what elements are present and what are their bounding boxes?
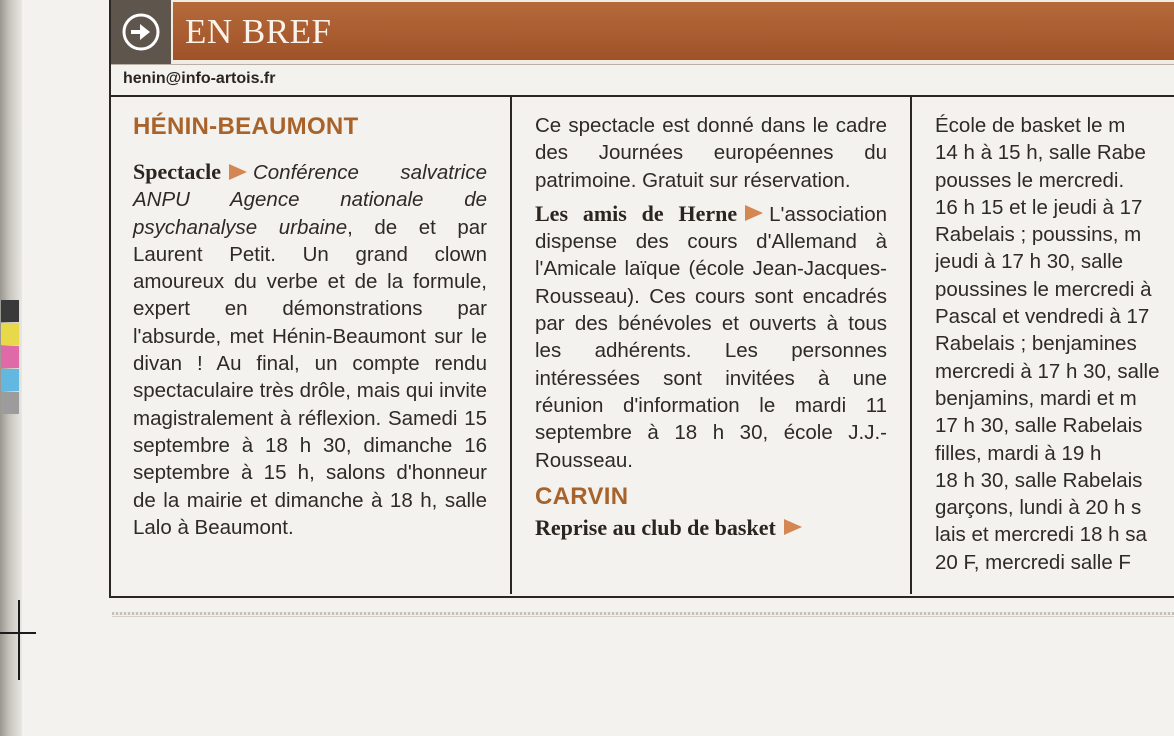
- text-line: 17 h 30, salle Rabelais: [935, 414, 1143, 438]
- text-line: École de basket le m: [935, 114, 1126, 137]
- intro-paragraph: Ce spectacle est donné dans le cadre des Journées européennes du patrimoine. Gratuit sur réservation.: [535, 114, 887, 192]
- text-line: Pascal et vendredi à 17: [935, 305, 1150, 329]
- column-divider: [510, 96, 512, 594]
- text-line: lais et mercredi 18 h sa: [935, 523, 1147, 547]
- news-brief-box: [109, 0, 1174, 598]
- text-line: 14 h à 15 h, salle Rabe: [935, 141, 1146, 165]
- triangle-bullet-icon: [745, 205, 763, 221]
- text-line: garçons, lundi à 20 h s: [935, 496, 1142, 520]
- column-2: [535, 112, 887, 542]
- text-line: filles, mardi à 19 h: [935, 441, 1102, 465]
- dotted-rule: [112, 612, 1174, 615]
- text-line: 18 h 30, salle Rabelais: [935, 468, 1143, 492]
- column-3: [935, 112, 1174, 576]
- text-line: Rabelais ; benjamines: [935, 332, 1137, 356]
- text-line: jeudi à 17 h 30, salle: [935, 250, 1124, 274]
- title-band: [173, 2, 1174, 60]
- arrow-box: [111, 0, 171, 64]
- article-body: L'association dispense des cours d'Allemand à l'Amicale laïque (école Jean-Jacques-Rousseau). Ces cours sont encadrés par des bénévoles et ouverts à tous les adhérents. Les personnes intéressées sont invitées à une réunion d'information le mardi 11 septembre à 18 h 30, école J.J.-Rousseau.: [535, 202, 887, 472]
- rule: [112, 616, 1174, 617]
- email-row: [111, 64, 1174, 97]
- text-line: poussines le mercredi à: [935, 277, 1152, 301]
- triangle-bullet-icon: [229, 164, 247, 180]
- article-body: , de et par Laurent Petit. Un grand clown amoureux du verbe et de la formule, expert en démonstrations par l'absurde, met Hénin-Beaumont sur le divan ! Au final, un compte rendu spectaculaire très drôle, mais qui invite magistralement à réflexion. Samedi 15 septembre à 18 h 30, dimanche 16 septembre à 15 h, salons d'honneur de la mairie et dimanche à 18 h, salle Lalo à Beaumont.: [133, 215, 488, 539]
- triangle-bullet-icon: [784, 519, 802, 535]
- text-line: benjamins, mardi et m: [935, 386, 1137, 410]
- arrow-right-circle-icon: [120, 11, 162, 53]
- color-registration-marks: [1, 300, 19, 415]
- article-basket: [535, 514, 887, 542]
- contact-email[interactable]: henin@info-artois.fr: [123, 70, 276, 87]
- town-heading: CARVIN: [535, 482, 629, 510]
- crop-mark: [0, 632, 36, 634]
- column-1: [133, 112, 487, 541]
- item-title: Reprise au club de basket: [535, 514, 776, 540]
- text-line: pousses le mercredi.: [935, 168, 1125, 192]
- article-amis-de-herne: [535, 200, 887, 474]
- item-title: Spectacle: [133, 159, 221, 184]
- section-title: EN BREF: [185, 12, 332, 51]
- italic-title: Conférence salvatrice ANPU Agence nationale de psychanalyse urbaine: [133, 161, 487, 239]
- column-divider: [910, 96, 912, 594]
- article-spectacle: [133, 158, 487, 541]
- town-heading: HÉNIN-BEAUMONT: [133, 113, 359, 140]
- text-line: mercredi à 17 h 30, salle: [935, 359, 1160, 383]
- crop-mark: [18, 600, 20, 680]
- text-line: 16 h 15 et le jeudi à 17: [935, 195, 1143, 219]
- text-line: 20 F, mercredi salle F: [935, 550, 1131, 574]
- item-title: Les amis de Herne: [535, 200, 738, 226]
- text-line: Rabelais ; poussins, m: [935, 223, 1142, 247]
- header: [111, 0, 1174, 64]
